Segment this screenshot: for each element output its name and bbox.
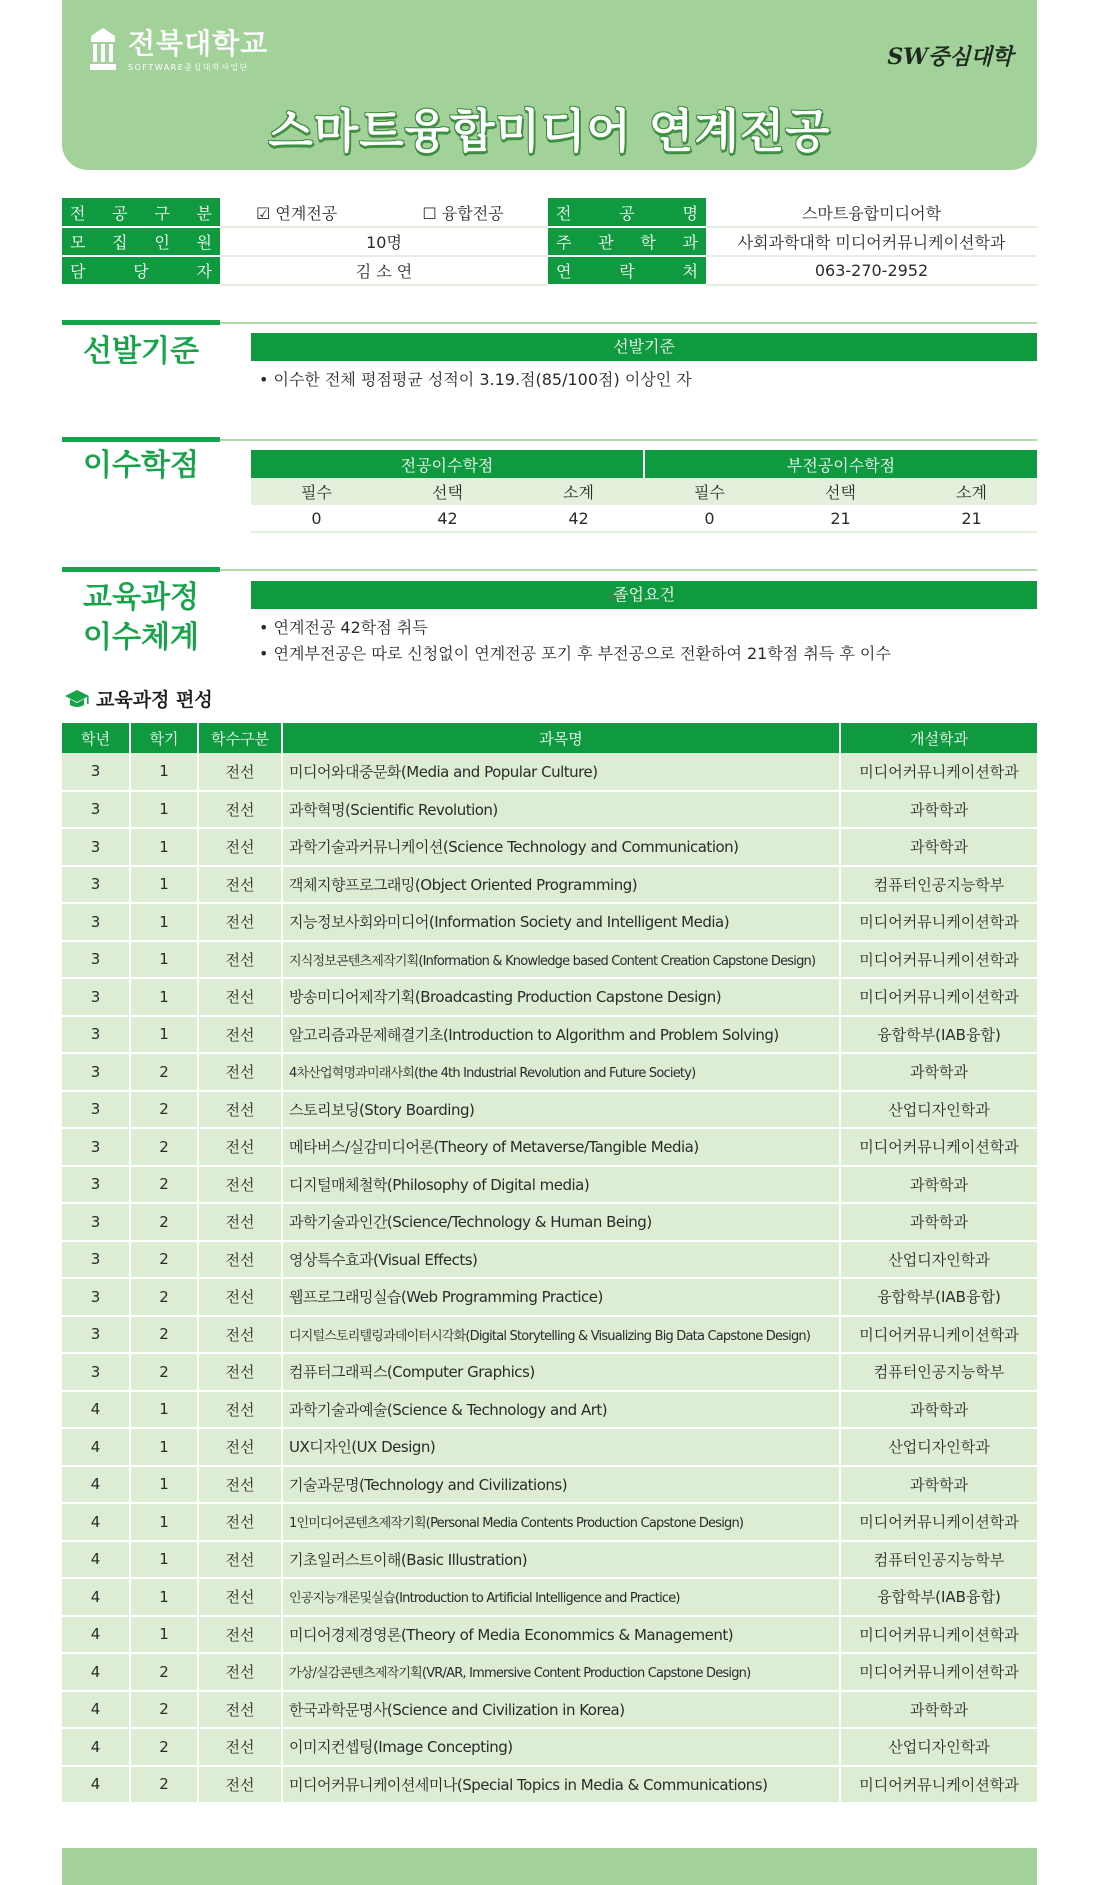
- course-dept: 미디어커뮤니케이션학과: [840, 1503, 1037, 1541]
- graduation-panel-body: [251, 609, 1037, 673]
- table-row: [62, 828, 1037, 866]
- course-name: 과학기술과커뮤니케이션(Science Technology and Communication): [282, 828, 840, 866]
- table-row: [62, 1616, 1037, 1654]
- table-row: [62, 1578, 1037, 1616]
- course-dept: 융합학부(IAB융합): [840, 1278, 1037, 1316]
- course-year: 3: [62, 1016, 130, 1054]
- course-year: 4: [62, 1691, 130, 1729]
- info-value-host: 사회과학대학 미디어커뮤니케이션학과: [706, 227, 1037, 256]
- course-dept: 컴퓨터인공지능학부: [840, 866, 1037, 904]
- course-name: 이미지컨셉팅(Image Concepting): [282, 1728, 840, 1766]
- course-year: 3: [62, 753, 130, 791]
- course-semester: 1: [130, 791, 198, 829]
- course-year: 4: [62, 1391, 130, 1429]
- info-label-recruit: [62, 227, 220, 256]
- course-name: 과학기술과인간(Science/Technology & Human Being): [282, 1203, 840, 1241]
- column-header-year: 학년: [62, 723, 130, 753]
- info-value-major: 스마트융합미디어학: [706, 198, 1037, 227]
- university-logo: [88, 26, 268, 74]
- column-header-type: 학수구분: [198, 723, 282, 753]
- credits-subheader-row: [251, 478, 1037, 505]
- curriculum-section-title: [62, 578, 220, 658]
- course-semester: 1: [130, 866, 198, 904]
- course-year: 3: [62, 1353, 130, 1391]
- graduation-requirement: • 연계부전공은 따로 신청없이 연계전공 포기 후 부전공으로 전환하여 21학점 취득 후 이수: [259, 644, 891, 663]
- table-row: [62, 1728, 1037, 1766]
- curriculum-title-line1: 교육과정: [83, 580, 199, 615]
- section-divider: [62, 322, 1037, 324]
- course-semester: 2: [130, 1241, 198, 1279]
- course-dept: 과학학과: [840, 1466, 1037, 1504]
- course-type: 전선: [198, 1016, 282, 1054]
- table-row: [62, 978, 1037, 1016]
- course-semester: 2: [130, 1766, 198, 1804]
- course-name: 미디어경제경영론(Theory of Media Econommics & Management): [282, 1616, 840, 1654]
- course-dept: 과학학과: [840, 1166, 1037, 1204]
- info-row: [62, 198, 1037, 227]
- course-year: 4: [62, 1616, 130, 1654]
- course-dept: 산업디자인학과: [840, 1091, 1037, 1129]
- course-year: 3: [62, 1091, 130, 1129]
- page-title: 스마트융합미디어 연계전공: [268, 104, 831, 158]
- course-semester: 1: [130, 1391, 198, 1429]
- course-type: 전선: [198, 1278, 282, 1316]
- course-year: 3: [62, 828, 130, 866]
- info-label-text: 주 관 학 과: [556, 233, 698, 252]
- course-table-header: [62, 723, 1037, 753]
- course-year: 3: [62, 1053, 130, 1091]
- info-label-manager: [62, 256, 220, 285]
- table-row: [62, 1203, 1037, 1241]
- course-type: 전선: [198, 903, 282, 941]
- course-name: 미디어커뮤니케이션세미나(Special Topics in Media & Communications): [282, 1766, 840, 1804]
- credits-subhead: 소계: [513, 478, 644, 505]
- course-type: 전선: [198, 753, 282, 791]
- credits-value: 21: [775, 505, 906, 532]
- course-semester: 1: [130, 828, 198, 866]
- checkbox-linked-major: ☑ 연계전공: [256, 203, 338, 223]
- course-name: 방송미디어제작기획(Broadcasting Production Capstone Design): [282, 978, 840, 1016]
- course-year: 4: [62, 1728, 130, 1766]
- info-value-manager: 김 소 연: [220, 256, 548, 285]
- course-name: 객체지향프로그래밍(Object Oriented Programming): [282, 866, 840, 904]
- course-year: 4: [62, 1503, 130, 1541]
- course-dept: 과학학과: [840, 791, 1037, 829]
- course-semester: 2: [130, 1691, 198, 1729]
- course-dept: 과학학과: [840, 1053, 1037, 1091]
- table-row: [62, 1316, 1037, 1354]
- course-type: 전선: [198, 1241, 282, 1279]
- course-year: 4: [62, 1428, 130, 1466]
- course-type: 전선: [198, 1653, 282, 1691]
- course-dept: 산업디자인학과: [840, 1241, 1037, 1279]
- selection-panel-head: 선발기준: [251, 333, 1037, 361]
- curriculum-title-line2: 이수체계: [83, 620, 199, 655]
- course-semester: 1: [130, 1616, 198, 1654]
- table-row: [62, 791, 1037, 829]
- course-type: 전선: [198, 1578, 282, 1616]
- course-name: 디지털매체철학(Philosophy of Digital media): [282, 1166, 840, 1204]
- course-semester: 1: [130, 1016, 198, 1054]
- table-row: [62, 1166, 1037, 1204]
- course-year: 3: [62, 978, 130, 1016]
- course-type: 전선: [198, 1466, 282, 1504]
- table-row: [62, 753, 1037, 791]
- course-semester: 2: [130, 1728, 198, 1766]
- credits-value: 0: [251, 505, 382, 532]
- major-credits-head: 전공이수학점: [251, 450, 644, 478]
- table-row: [62, 1278, 1037, 1316]
- table-row: [62, 1653, 1037, 1691]
- table-row: [62, 1091, 1037, 1129]
- course-type: 전선: [198, 941, 282, 979]
- course-type: 전선: [198, 1766, 282, 1804]
- table-row: [62, 903, 1037, 941]
- course-dept: 미디어커뮤니케이션학과: [840, 978, 1037, 1016]
- course-type: 전선: [198, 1053, 282, 1091]
- table-row: [62, 1053, 1037, 1091]
- selection-panel: [251, 333, 1037, 399]
- course-semester: 1: [130, 1428, 198, 1466]
- course-type: 전선: [198, 1616, 282, 1654]
- course-name: 메타버스/실감미디어론(Theory of Metaverse/Tangible Media): [282, 1128, 840, 1166]
- course-name: 스토리보딩(Story Boarding): [282, 1091, 840, 1129]
- graduation-cap-icon: [64, 688, 90, 710]
- course-dept: 컴퓨터인공지능학부: [840, 1541, 1037, 1579]
- course-name: 기술과문명(Technology and Civilizations): [282, 1466, 840, 1504]
- course-name: 알고리즘과문제해결기초(Introduction to Algorithm and Problem Solving): [282, 1016, 840, 1054]
- course-name: 기초일러스트이해(Basic Illustration): [282, 1541, 840, 1579]
- course-type: 전선: [198, 1353, 282, 1391]
- course-name: 과학기술과예술(Science & Technology and Art): [282, 1391, 840, 1429]
- course-year: 4: [62, 1766, 130, 1804]
- course-dept: 미디어커뮤니케이션학과: [840, 941, 1037, 979]
- credits-subhead: 소계: [906, 478, 1037, 505]
- graduation-requirement: • 연계전공 42학점 취득: [259, 618, 428, 637]
- course-name: 지능정보사회와미디어(Information Society and Intelligent Media): [282, 903, 840, 941]
- minor-credits-head: 부전공이수학점: [644, 450, 1037, 478]
- selection-section-title: 선발기준: [83, 334, 199, 369]
- course-type: 전선: [198, 1428, 282, 1466]
- course-name: 웹프로그래밍실습(Web Programming Practice): [282, 1278, 840, 1316]
- column-header-course: 과목명: [282, 723, 840, 753]
- course-year: 3: [62, 1166, 130, 1204]
- credits-section-title: 이수학점: [83, 448, 199, 483]
- course-type: 전선: [198, 978, 282, 1016]
- table-row: [62, 1503, 1037, 1541]
- course-semester: 1: [130, 1503, 198, 1541]
- course-year: 4: [62, 1653, 130, 1691]
- credits-subhead: 필수: [644, 478, 775, 505]
- info-value-type: [220, 198, 548, 227]
- table-row: [62, 1428, 1037, 1466]
- course-list-title: [64, 685, 213, 712]
- course-dept: 미디어커뮤니케이션학과: [840, 1128, 1037, 1166]
- course-name: 가상/실감콘텐츠제작기획(VR/AR, Immersive Content Production Capstone Design): [282, 1653, 840, 1691]
- course-dept: 미디어커뮤니케이션학과: [840, 1653, 1037, 1691]
- table-row: [62, 866, 1037, 904]
- section-divider: [62, 569, 1037, 571]
- course-name: 영상특수효과(Visual Effects): [282, 1241, 840, 1279]
- course-name: 1인미디어콘텐츠제작기획(Personal Media Contents Production Capstone Design): [282, 1503, 840, 1541]
- section-divider: [62, 439, 1037, 441]
- course-dept: 미디어커뮤니케이션학과: [840, 903, 1037, 941]
- course-year: 4: [62, 1541, 130, 1579]
- course-year: 3: [62, 1241, 130, 1279]
- course-type: 전선: [198, 1316, 282, 1354]
- info-label-text: 담 당 자: [70, 262, 212, 281]
- course-dept: 과학학과: [840, 1203, 1037, 1241]
- course-dept: 융합학부(IAB융합): [840, 1578, 1037, 1616]
- course-dept: 융합학부(IAB융합): [840, 1016, 1037, 1054]
- course-type: 전선: [198, 1128, 282, 1166]
- table-row: [62, 1241, 1037, 1279]
- course-type: 전선: [198, 1166, 282, 1204]
- course-year: 3: [62, 903, 130, 941]
- course-year: 4: [62, 1578, 130, 1616]
- course-year: 3: [62, 866, 130, 904]
- info-row: [62, 256, 1037, 285]
- course-type: 전선: [198, 866, 282, 904]
- course-table: [62, 723, 1037, 1804]
- graduation-panel-head: 졸업요건: [251, 581, 1037, 609]
- course-dept: 과학학과: [840, 1391, 1037, 1429]
- course-dept: 산업디자인학과: [840, 1728, 1037, 1766]
- table-row: [62, 1016, 1037, 1054]
- course-semester: 1: [130, 1466, 198, 1504]
- info-label-text: 전 공 구 분: [70, 203, 212, 223]
- table-row: [62, 941, 1037, 979]
- table-row: [62, 1691, 1037, 1729]
- header-banner: [62, 0, 1037, 170]
- credits-table: [251, 450, 1037, 533]
- course-year: 3: [62, 1128, 130, 1166]
- major-info-table: [62, 198, 1037, 286]
- course-name: 한국과학문명사(Science and Civilization in Korea): [282, 1691, 840, 1729]
- credits-value-row: [251, 505, 1037, 532]
- course-dept: 산업디자인학과: [840, 1428, 1037, 1466]
- course-name: 디지털스토리텔링과데이터시각화(Digital Storytelling & Visualizing Big Data Capstone Design): [282, 1316, 840, 1354]
- course-dept: 과학학과: [840, 1691, 1037, 1729]
- credits-value: 42: [513, 505, 644, 532]
- table-row: [62, 1766, 1037, 1804]
- course-type: 전선: [198, 1541, 282, 1579]
- checkbox-convergence-major: ☐ 융합전공: [422, 203, 504, 223]
- course-type: 전선: [198, 828, 282, 866]
- course-name: 4차산업혁명과미래사회(the 4th Industrial Revolution and Future Society): [282, 1053, 840, 1091]
- footer-band: [62, 1848, 1037, 1885]
- column-header-semester: 학기: [130, 723, 198, 753]
- course-dept: 미디어커뮤니케이션학과: [840, 1616, 1037, 1654]
- table-row: [62, 1541, 1037, 1579]
- course-type: 전선: [198, 1203, 282, 1241]
- course-list-title-text: 교육과정 편성: [96, 689, 213, 711]
- info-value-contact: 063-270-2952: [706, 256, 1037, 285]
- course-name: 지식정보콘텐츠제작기획(Information & Knowledge based Content Creation Capstone Design): [282, 941, 840, 979]
- course-semester: 2: [130, 1128, 198, 1166]
- course-type: 전선: [198, 1691, 282, 1729]
- info-label-host: [548, 227, 706, 256]
- course-semester: 2: [130, 1203, 198, 1241]
- info-label-text: 모 집 인 원: [70, 233, 212, 252]
- table-row: [62, 1466, 1037, 1504]
- course-name: 과학혁명(Scientific Revolution): [282, 791, 840, 829]
- department-subtitle: SOFTWARE중심대학사업단: [128, 62, 249, 72]
- info-row: [62, 227, 1037, 256]
- course-year: 4: [62, 1466, 130, 1504]
- course-year: 3: [62, 1278, 130, 1316]
- course-dept: 미디어커뮤니케이션학과: [840, 1316, 1037, 1354]
- info-label-contact: [548, 256, 706, 285]
- course-semester: 1: [130, 1541, 198, 1579]
- graduation-panel: [251, 581, 1037, 673]
- course-year: 3: [62, 791, 130, 829]
- credits-subhead: 필수: [251, 478, 382, 505]
- course-table-body: [62, 753, 1037, 1803]
- course-dept: 미디어커뮤니케이션학과: [840, 753, 1037, 791]
- course-dept: 과학학과: [840, 828, 1037, 866]
- info-value-recruit: 10명: [220, 227, 548, 256]
- table-row: [62, 1353, 1037, 1391]
- credits-subhead: 선택: [382, 478, 513, 505]
- course-semester: 1: [130, 978, 198, 1016]
- university-emblem-icon: [88, 26, 118, 74]
- credits-value: 42: [382, 505, 513, 532]
- credits-subhead: 선택: [775, 478, 906, 505]
- course-year: 3: [62, 1203, 130, 1241]
- selection-panel-body: • 이수한 전체 평점평균 성적이 3.19.점(85/100점) 이상인 자: [251, 361, 1037, 399]
- table-row: [62, 1128, 1037, 1166]
- credits-panel: [251, 450, 1037, 533]
- info-label-type: [62, 198, 220, 227]
- course-year: 3: [62, 941, 130, 979]
- course-semester: 2: [130, 1166, 198, 1204]
- course-type: 전선: [198, 1503, 282, 1541]
- column-header-dept: 개설학과: [840, 723, 1037, 753]
- course-name: 컴퓨터그래픽스(Computer Graphics): [282, 1353, 840, 1391]
- course-type: 전선: [198, 791, 282, 829]
- university-name: 전북대학교: [128, 26, 269, 60]
- info-label-text: 전 공 명: [556, 203, 698, 223]
- credits-value: 0: [644, 505, 775, 532]
- course-name: 인공지능개론및실습(Introduction to Artificial Intelligence and Practice): [282, 1578, 840, 1616]
- course-year: 3: [62, 1316, 130, 1354]
- course-semester: 1: [130, 903, 198, 941]
- course-semester: 1: [130, 941, 198, 979]
- info-label-text: 연 락 처: [556, 262, 698, 281]
- course-type: 전선: [198, 1728, 282, 1766]
- course-semester: 2: [130, 1316, 198, 1354]
- course-dept: 미디어커뮤니케이션학과: [840, 1766, 1037, 1804]
- sw-university-mark: SW중심대학: [887, 44, 1013, 70]
- info-label-major: [548, 198, 706, 227]
- course-semester: 1: [130, 1578, 198, 1616]
- course-semester: 2: [130, 1278, 198, 1316]
- course-semester: 2: [130, 1353, 198, 1391]
- course-semester: 2: [130, 1053, 198, 1091]
- course-type: 전선: [198, 1391, 282, 1429]
- course-semester: 2: [130, 1653, 198, 1691]
- table-row: [62, 1391, 1037, 1429]
- course-type: 전선: [198, 1091, 282, 1129]
- course-semester: 1: [130, 753, 198, 791]
- course-name: UX디자인(UX Design): [282, 1428, 840, 1466]
- course-name: 미디어와대중문화(Media and Popular Culture): [282, 753, 840, 791]
- credits-value: 21: [906, 505, 1037, 532]
- course-semester: 2: [130, 1091, 198, 1129]
- course-dept: 컴퓨터인공지능학부: [840, 1353, 1037, 1391]
